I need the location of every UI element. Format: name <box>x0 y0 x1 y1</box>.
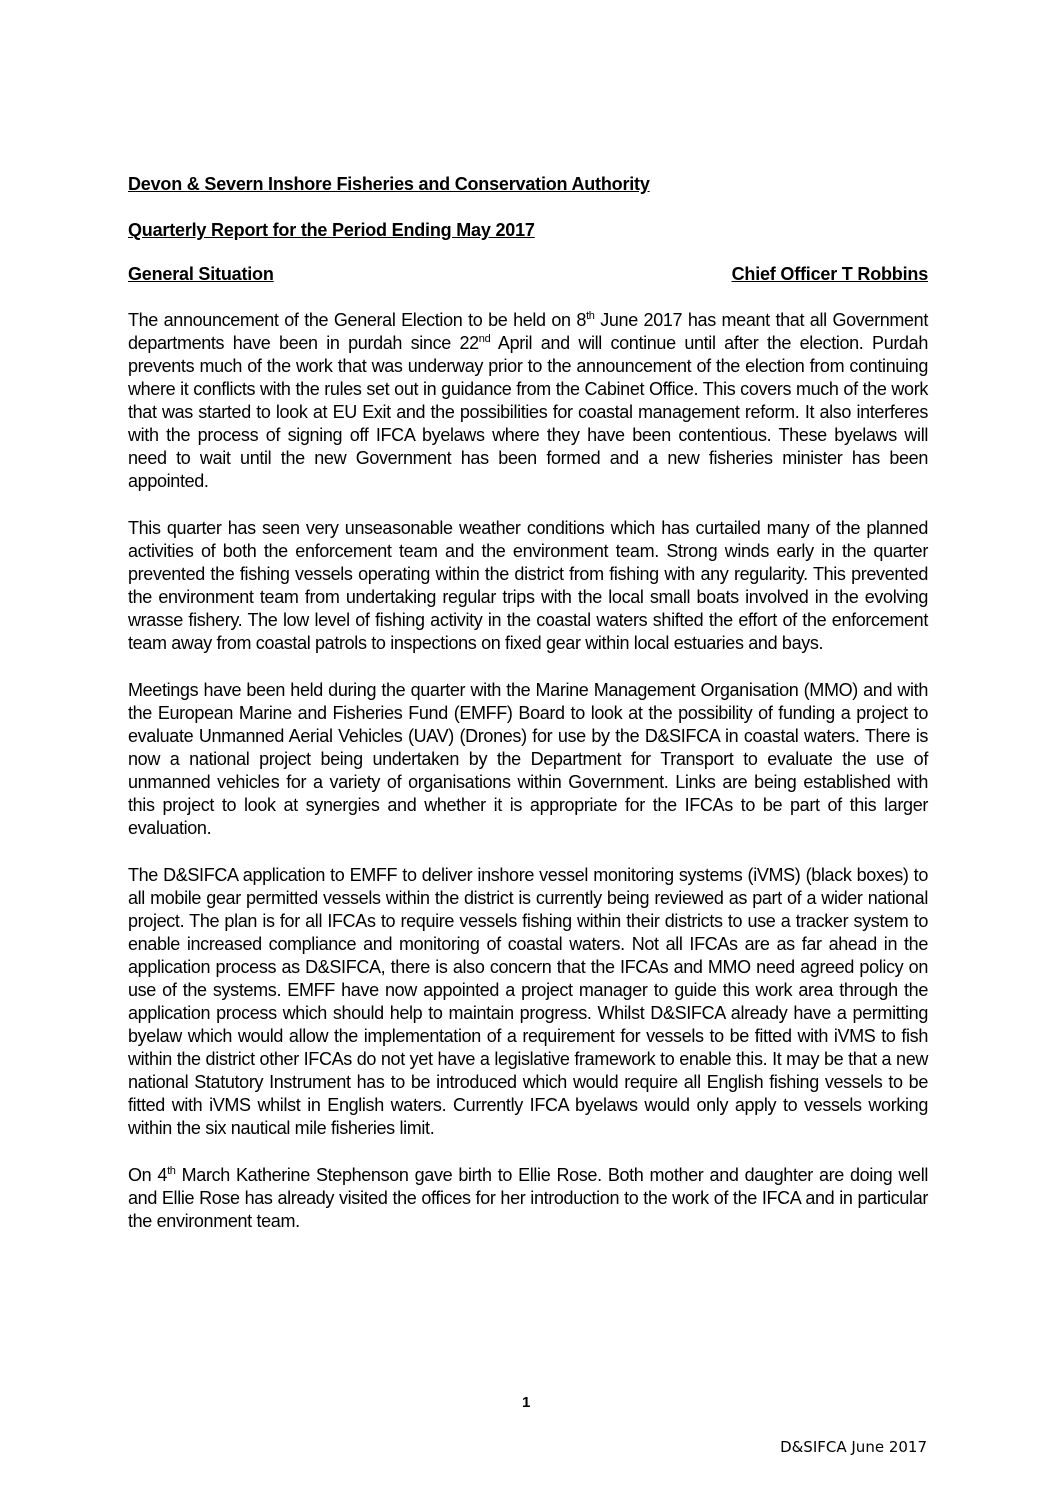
page-number: 1 <box>522 1394 531 1411</box>
section-heading: General Situation <box>128 264 274 284</box>
ordinal-suffix: th <box>167 1165 176 1177</box>
report-title: Quarterly Report for the Period Ending May 2017 <box>128 220 535 240</box>
paragraph-drones: Meetings have been held during the quarter with the Marine Management Organisation (MMO) and with the European Marine and Fisheries Fund (EMFF) Board to look at the possibility of funding a project to evaluate Unmanned Aerial Vehicles (UAV) (Drones) for use by the D&SIFCA in coastal waters. There is now a national project being undertaken by the Department for Transport to evaluate the use of unmanned vehicles for a variety of organisations within Government. Links are being established with this project to look at synergies and whether it is appropriate for the IFCAs to be part of this larger evaluation. <box>128 680 928 838</box>
paragraph-staff-news <box>128 1164 928 1233</box>
paragraph-text: March Katherine Stephenson gave birth to Ellie Rose. Both mother and daughter are doing well and Ellie Rose has already visited the offices for her introduction to the work of the IFCA and in particular the environment team. <box>128 1165 928 1231</box>
paragraph-election <box>128 309 928 493</box>
section-header <box>128 264 928 285</box>
report-body <box>128 309 928 1257</box>
author-credit: Chief Officer T Robbins <box>731 264 928 284</box>
paragraph-text: April and will continue until after the election. Purdah prevents much of the work that was underway prior to the announcement of the election from continuing where it conflicts with the rules set out in guidance from the Cabinet Office. This covers much of the work that was started to look at EU Exit and the possibilities for coastal management reform. It also interferes with the process of signing off IFCA byelaws where they have been contentious. These byelaws will need to wait until the new Government has been formed and a new fisheries minister has been appointed. <box>128 333 928 491</box>
footer-document-ref: D&SIFCA June 2017 <box>780 1438 927 1456</box>
paragraph-text: June 2017 has meant that all Government departments have been in purdah since 22 <box>128 310 928 353</box>
paragraph-ivms: The D&SIFCA application to EMFF to deliver inshore vessel monitoring systems (iVMS) (black boxes) to all mobile gear permitted vessels within the district is currently being reviewed as part of a wider national project. The plan is for all IFCAs to require vessels fishing within their districts to use a tracker system to enable increased compliance and monitoring of coastal waters. Not all IFCAs are as far ahead in the application process as D&SIFCA, there is also concern that the IFCAs and MMO need agreed policy on use of the systems. EMFF have now appointed a project manager to guide this work area through the application process which should help to maintain progress. Whilst D&SIFCA already have a permitting byelaw which would allow the implementation of a requirement for vessels to be fitted with iVMS to fish within the district other IFCAs do not yet have a legislative framework to enable this. It may be that a new national Statutory Instrument has to be introduced which would require all English fishing vessels to be fitted with iVMS whilst in English waters. Currently IFCA byelaws would only apply to vessels working within the six nautical mile fisheries limit. <box>128 865 928 1138</box>
paragraph-weather: This quarter has seen very unseasonable weather conditions which has curtailed many of the planned activities of both the enforcement team and the environment team. Strong winds early in the quarter prevented the fishing vessels operating within the district from fishing with any regularity. This prevented the environment team from undertaking regular trips with the local small boats involved in the evolving wrasse fishery. The low level of fishing activity in the coastal waters shifted the effort of the enforcement team away from coastal patrols to inspections on fixed gear within local estuaries and bays. <box>128 518 928 653</box>
organisation-title: Devon & Severn Inshore Fisheries and Conservation Authority <box>128 174 650 194</box>
paragraph-text: The announcement of the General Election to be held on 8 <box>128 310 587 330</box>
ordinal-suffix: th <box>586 310 595 322</box>
ordinal-suffix: nd <box>478 333 491 345</box>
paragraph-text: On 4 <box>128 1165 168 1185</box>
